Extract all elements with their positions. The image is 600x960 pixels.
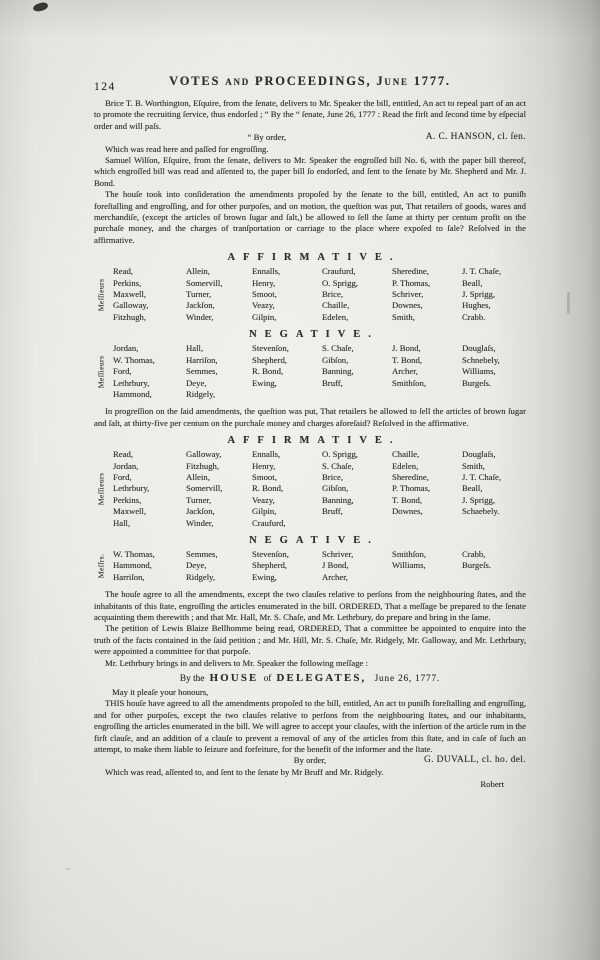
voter-name: Allein, (186, 471, 210, 482)
scan-speck (66, 868, 71, 870)
voter-name: Lethrbury, (113, 483, 150, 494)
paragraph-this-house-message: THIS houſe have agreed to all the amendments propoſed to the bill, entitled, An act to puniſh foreſtalling and engroſſing, and for other purpoſes, except the two clauſes relative to perſons from the neighbouring ſtates, and our inhabitants, engroſſing the articles enumerated in the bill. We will agree to accept your clauſes, with the inſertion of the article rum in the firſt clauſe, and an addition of a clauſe to prevent a removal of any of the articles from this ſtate, and in caſe of ſuch an attempt, to make them liable to ſeizure and forfeiture, for the benefit of the informer and the ſtate. (94, 698, 526, 755)
voter-name: Veazy, (252, 494, 275, 505)
vote-column-3 (252, 343, 322, 400)
voter-name: Shepherd, (252, 560, 287, 571)
voter-name: Gibſon, (322, 354, 349, 365)
paragraph-consideration-amendments: The houſe took into conſideration the amendments propoſed by the ſenate to the bill, entitled, An act to puniſh foreſtalling and engroſſing, and for other purpoſes, and on motion, the queſtion was put, That retailers of goods, wares and merchandiſe, (except the articles of brown ſugar and ſalt,) be allowed to ſell the ſame at thirty per centum profit on the purchaſe money, and the charges of tranſportation or carriage to the place where expoſed to ſale? Reſolved in the affirmative. (94, 189, 526, 245)
voter-name: Burgeſs. (462, 377, 492, 388)
voter-name: S. Chaſe, (322, 460, 354, 471)
paragraph-wilson-bill: Samuel Wilſon, Eſquire, from the ſenate, delivers to Mr. Speaker the engroſſed bill No. 6, with the paper bill thereof, which engroſſed bill was read and aſſented to, the paper bill ſo endorſed, and ſent to the ſenate by Mr. Shepherd and Mr. J. Bond. (94, 155, 526, 188)
voter-name: J. T. Chaſe, (462, 266, 502, 277)
voter-name: Beall, (462, 483, 483, 494)
voter-name: Smoot, (252, 289, 277, 300)
voter-name: Stevenſon, (252, 343, 289, 354)
voter-name: Perkins, (113, 277, 142, 288)
voter-name: Schriver, (392, 289, 424, 300)
voter-name: Galloway, (186, 449, 222, 460)
voter-name: Winder, (186, 311, 214, 322)
vote-table-affirmative-2 (94, 449, 526, 529)
voter-name: Ewing, (252, 377, 277, 388)
voter-name: Semmes, (186, 548, 218, 559)
voter-name: Hammond, (113, 388, 152, 399)
voter-name: Harriſon, (113, 571, 145, 582)
voter-name: Craufurd, (252, 517, 286, 528)
paragraph-house-agree: The houſe agree to all the amendments, except the two clauſes relative to perſons from the neighbouring ſtates, and the inhabitants of this ſtate, engroſſing the articles enumerated in the bill. ORDERED, That a meſſage be prepared to the ſenate acquainting them therewith ; and that Mr. Hall, Mr. S. Chaſe, and Mr. Lethrbury, do prepare and bring in the ſame. (94, 589, 526, 623)
clerk-signature-duvall: G. DUVALL, cl. ho. del. (424, 755, 526, 766)
running-header (94, 76, 526, 94)
voter-name: P. Thomas, (392, 483, 431, 494)
voter-name: Henry, (252, 460, 276, 471)
of-word: of (263, 674, 272, 685)
voter-name: Brice, (322, 471, 343, 482)
voter-name: Smith, (392, 311, 415, 322)
voter-name: Banning, (322, 494, 354, 505)
voter-name: Ennalls, (252, 449, 281, 460)
voter-name: Banning, (322, 366, 354, 377)
voter-name: Somervill, (186, 277, 223, 288)
page-number: 124 (94, 80, 116, 93)
voter-name: Perkins, (113, 494, 142, 505)
vote-column-6 (462, 549, 526, 583)
vote-column-3 (252, 266, 322, 323)
house-word: HOUSE (209, 672, 259, 685)
voter-name: Craufurd, (322, 266, 356, 277)
voter-name: Ridgely, (186, 571, 216, 582)
voter-name: Hammond, (113, 560, 152, 571)
house-of-delegates-heading (94, 672, 526, 686)
voter-name: Archer, (322, 571, 348, 582)
vote-column-4 (322, 343, 392, 400)
voter-name: Williams, (462, 366, 496, 377)
voter-name: Hall, (186, 343, 204, 354)
vote-column-3 (252, 549, 322, 583)
signature-line-hanson (94, 132, 526, 143)
voter-name: J Bond, (322, 560, 349, 571)
voter-name: Ridgely, (186, 388, 216, 399)
vote-column-5 (392, 266, 462, 323)
paragraph-read-engrossing: Which was read here and paſſed for engroſſing. (105, 143, 269, 154)
vote-columns (113, 449, 526, 529)
paragraph-final-assent: Which was read, aſſented to, and ſent to the ſenate by Mr Bruff and Mr. Ridgely. (105, 766, 384, 777)
vote-column-1 (113, 549, 186, 583)
voter-name: R. Bond, (252, 483, 284, 494)
voter-name: O. Sprigg, (322, 449, 358, 460)
vote-column-5 (392, 449, 462, 529)
affirmative-heading-2: AFFIRMATIVE. (227, 435, 401, 447)
voter-name: J. T. Chaſe, (462, 471, 502, 482)
vote-column-4 (322, 266, 392, 323)
vote-column-2 (186, 266, 252, 323)
voter-name: Harriſon, (186, 354, 218, 365)
voter-name: Maxwell, (113, 506, 147, 517)
voter-name: Allein, (186, 266, 210, 277)
voter-name: Schnebely, (462, 354, 500, 365)
voter-name: T. Bond, (392, 354, 423, 365)
paragraph-petition-bellhomme: The petition of Lewis Blaize Bellhomme being read, ORDERED, That a committee be appointed to enquire into the truth of the facts contained in the ſaid petition ; and Mr. Hill, Mr. S. Chaſe, Mr. Ridgely, Mr. Galloway, and Mr. Lethrbury, were appointed a committee for that purpoſe. (94, 623, 526, 657)
voter-name: Douglaſs, (462, 449, 496, 460)
signature-line-duvall (94, 755, 526, 766)
voter-name: Downes, (392, 506, 423, 517)
messieurs-label: Meſſieurs (96, 355, 106, 389)
messieurs-label: Meſſieurs (96, 472, 106, 506)
voter-name: Jordan, (113, 343, 139, 354)
vote-column-3 (252, 449, 322, 529)
affirmative-heading-1: AFFIRMATIVE. (227, 252, 401, 264)
vote-column-5 (392, 343, 462, 400)
vote-column-1 (113, 449, 186, 529)
voter-name: Veazy, (252, 300, 275, 311)
voter-name: Ewing, (252, 571, 277, 582)
voter-name: Somervill, (186, 483, 223, 494)
voter-name: Read, (113, 266, 134, 277)
voter-name: J. Sprigg, (462, 289, 496, 300)
vote-table-negative-2 (94, 549, 526, 583)
voter-name: Jackſon, (186, 300, 215, 311)
scan-speck (567, 292, 570, 314)
by-the-label: By the (179, 674, 205, 685)
voter-name: Ford, (113, 366, 132, 377)
voter-name: Bruff, (322, 506, 343, 517)
vote-column-2 (186, 343, 252, 400)
vote-column-6 (462, 343, 526, 400)
vote-column-1 (113, 343, 186, 400)
voter-name: Edelen, (322, 311, 349, 322)
voter-name: Smithſon, (392, 548, 427, 559)
voter-name: Semmes, (186, 366, 218, 377)
voter-name: Stevenſon, (252, 548, 289, 559)
voter-name: Sheredine, (392, 471, 429, 482)
delegates-word: DELEGATES, (276, 672, 367, 685)
voter-name: T. Bond, (392, 494, 423, 505)
vote-column-4 (322, 549, 392, 583)
voter-name: S. Chaſe, (322, 343, 354, 354)
vote-columns (113, 266, 526, 323)
voter-name: Gilpin, (252, 311, 277, 322)
voter-name: Read, (113, 449, 134, 460)
voter-name: Crabb, (462, 548, 486, 559)
vote-column-6 (462, 266, 526, 323)
voter-name: Fitzhugh, (113, 311, 147, 322)
voter-name: R. Bond, (252, 366, 284, 377)
voter-name: Crabb. (462, 311, 486, 322)
paragraph-worthington-bill: Brice T. B. Worthington, Eſquire, from the ſenate, delivers to Mr. Speaker the bill, entitled, An act to repeal part of an act to promote the recruiting ſervice, thus endorſed ; “ By the “ ſenate, June 26, 1777 : Read the firſt and ſecond time by eſpecial order and will paſs. (94, 98, 526, 131)
negative-heading-1: NEGATIVE. (249, 329, 379, 341)
voter-name: Gibſon, (322, 483, 349, 494)
voter-name: Hall, (113, 517, 131, 528)
by-order-label: “ By order, (247, 132, 287, 143)
message-date: June 26, 1777. (374, 674, 441, 685)
voter-name: Brice, (322, 289, 343, 300)
clerk-signature-hanson: A. C. HANSON, cl. ſen. (425, 132, 526, 143)
voter-name: Deye, (186, 377, 207, 388)
voter-name: O. Sprigg, (322, 277, 358, 288)
voter-name: Burgeſs. (462, 560, 492, 571)
voter-name: W. Thomas, (113, 354, 155, 365)
voter-name: J. Bond, (392, 343, 421, 354)
voter-name: Bruff, (322, 377, 343, 388)
vote-column-6 (462, 449, 526, 529)
voter-name: Deye, (186, 560, 207, 571)
voter-name: Turner, (186, 494, 212, 505)
voter-name: Smith, (462, 460, 485, 471)
voter-name: Gilpin, (252, 506, 277, 517)
voter-name: Jackſon, (186, 506, 215, 517)
voter-name: Douglaſs, (462, 343, 496, 354)
voter-name: Galloway, (113, 300, 149, 311)
voter-name: Henry, (252, 277, 276, 288)
voter-name: Beall, (462, 277, 483, 288)
paragraph-honours-salutation: May it pleaſe your honours, (112, 687, 209, 698)
paragraph-progression-amendments: In progreſſion on the ſaid amendments, the queſtion was put, That retailers be allowed to ſell the articles of brown ſugar and ſalt, at thirty-five per centum on the purchaſe money and charges aforeſaid? Reſolved in the affirmative. (94, 406, 526, 428)
catchword: Robert (480, 779, 504, 790)
voter-name: P. Thomas, (392, 277, 431, 288)
vote-column-4 (322, 449, 392, 529)
vote-columns (113, 549, 526, 583)
voter-name: Shepherd, (252, 354, 287, 365)
voter-name: Williams, (392, 560, 426, 571)
vote-table-affirmative-1 (94, 266, 526, 323)
messieurs-label: Meſſieurs (96, 278, 106, 312)
voter-name: Schaebely. (462, 506, 500, 517)
voter-name: Smithſon, (392, 377, 427, 388)
negative-heading-2: NEGATIVE. (249, 534, 379, 546)
page-content (94, 76, 526, 791)
vote-column-2 (186, 449, 252, 529)
voter-name: Lethrbury, (113, 377, 150, 388)
voter-name: W. Thomas, (113, 548, 155, 559)
voter-name: Schriver, (322, 548, 354, 559)
voter-name: Maxwell, (113, 289, 147, 300)
voter-name: Hughes, (462, 300, 491, 311)
voter-name: Downes, (392, 300, 423, 311)
voter-name: Ford, (113, 471, 132, 482)
voter-name: Edelen, (392, 460, 419, 471)
ink-smudge (32, 2, 48, 13)
voter-name: Winder, (186, 517, 214, 528)
voter-name: Jordan, (113, 460, 139, 471)
vote-column-5 (392, 549, 462, 583)
voter-name: Chaille, (392, 449, 420, 460)
voter-name: J. Sprigg, (462, 494, 496, 505)
voter-name: Smoot, (252, 471, 277, 482)
paragraph-lethrbury-message: Mr. Lethrbury brings in and delivers to Mr. Speaker the following meſſage : (105, 657, 368, 668)
vote-column-1 (113, 266, 186, 323)
vote-table-negative-1 (94, 343, 526, 400)
voter-name: Turner, (186, 289, 212, 300)
voter-name: Ennalls, (252, 266, 281, 277)
messrs-label: Meſſrs. (96, 553, 106, 579)
voter-name: Archer, (392, 366, 418, 377)
voter-name: Fitzhugh, (186, 460, 220, 471)
voter-name: Sheredine, (392, 266, 429, 277)
page-title: VOTES and PROCEEDINGS, June 1777. (169, 74, 451, 88)
vote-column-2 (186, 549, 252, 583)
vote-columns (113, 343, 526, 400)
voter-name: Chaille, (322, 300, 350, 311)
by-order-label: By order, (293, 755, 327, 766)
